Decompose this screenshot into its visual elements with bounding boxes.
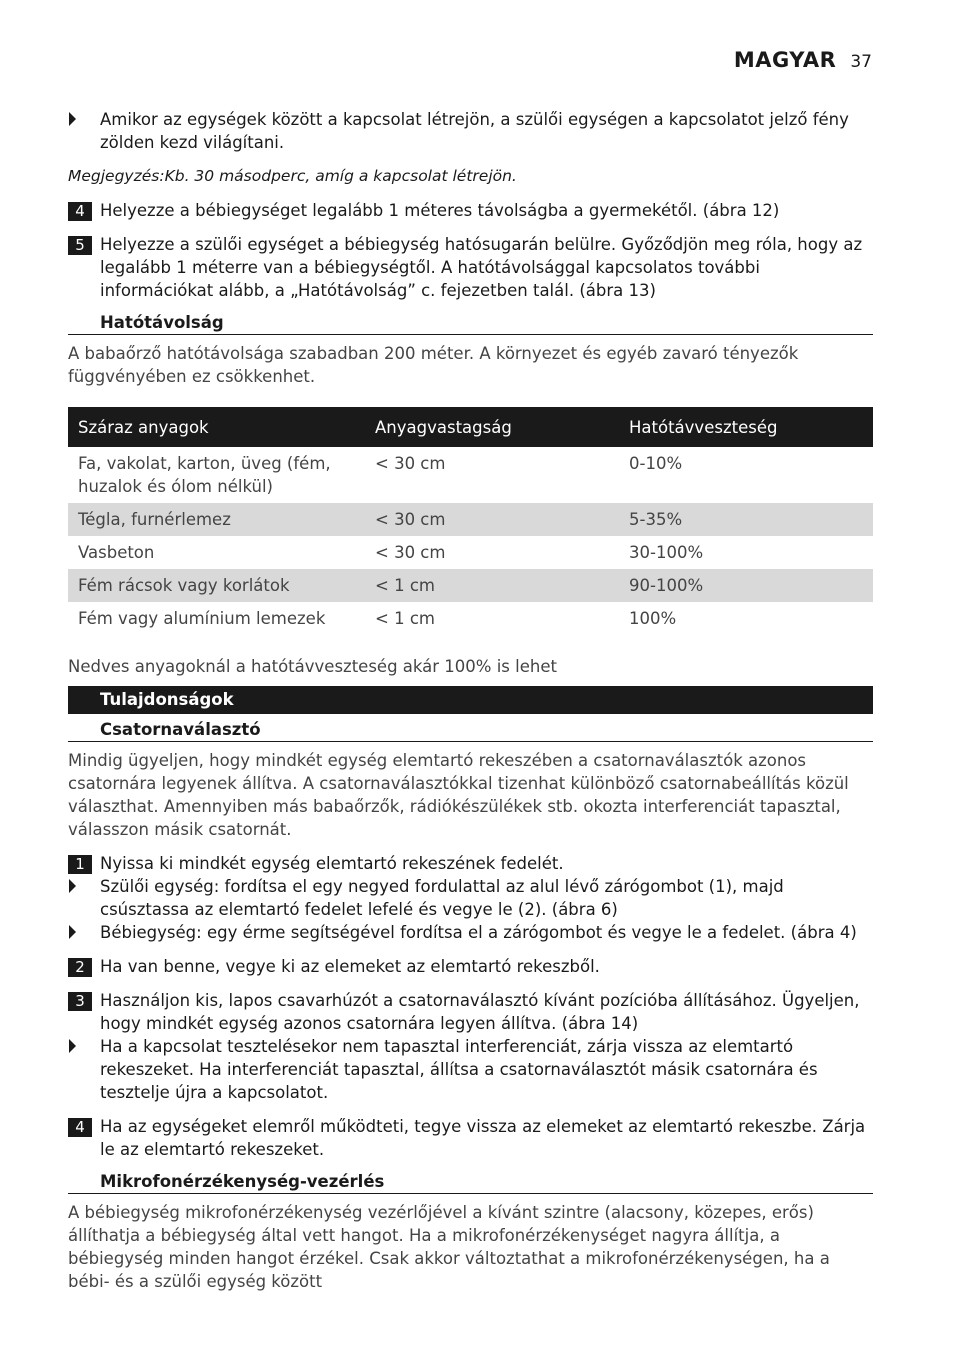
section-title-mic: Mikrofonérzékenység-vezérlés — [68, 1171, 873, 1194]
section-bar-features: Tulajdonságok — [68, 686, 873, 714]
bullet-triangle-icon — [69, 925, 76, 939]
step-number: 4 — [68, 1118, 92, 1137]
table-cell: 100% — [629, 609, 677, 628]
bullet-baby-unit: Bébiegység: egy érme segítségével fordítsa el a zárógombot és vegye le a fedelet. (ábra 4) — [68, 921, 873, 944]
bullet-test: Ha a kapcsolat tesztelésekor nem tapasztal interferenciát, zárja vissza az elemtartó rekeszeket. Ha interferenciát tapasztal, állítsa a csatornaválasztót másik csatornára és tesztelje újra a kapcsolatot. — [68, 1035, 873, 1104]
table-cell: 90-100% — [619, 569, 873, 602]
table-cell: 0-10% — [629, 454, 683, 473]
section-title-channel: Csatornaválasztó — [68, 719, 873, 742]
table-cell: Fa, vakolat, karton, üveg (fém, huzalok és ólom nélkül) — [78, 454, 331, 496]
range-intro: A babaőrző hatótávolsága szabadban 200 méter. A környezet és egyéb zavaró tényezők függvényében ez csökkenhet. — [68, 344, 799, 386]
step-number: 3 — [68, 992, 92, 1011]
table-header-cell: Hatótávveszteség — [619, 407, 873, 447]
table-row — [68, 536, 873, 569]
table-row — [68, 602, 873, 635]
bullet-parent-unit: Szülői egység: fordítsa el egy negyed fordulattal az alul lévő zárógombot (1), majd csúsztassa az elemtartó fedelet lefelé és vegye le (2). (ábra 6) — [68, 875, 873, 921]
table-row — [68, 447, 873, 503]
section-title-range: Hatótávolság — [68, 312, 873, 335]
step-number: 5 — [68, 236, 92, 255]
table-header-cell: Anyagvastagság — [365, 407, 619, 447]
channel-step-4: 4 Ha az egységeket elemről működteti, tegye vissza az elemeket az elemtartó rekeszbe. Zárja le az elemtartó rekeszeket. — [68, 1115, 873, 1161]
bullet-triangle-icon — [69, 1039, 76, 1053]
bullet-triangle-icon — [69, 879, 76, 893]
table-cell: Fém rácsok vagy korlátok — [68, 569, 365, 602]
page-header — [734, 48, 872, 72]
language-label: MAGYAR — [733, 48, 837, 72]
step-number: 4 — [68, 202, 92, 221]
range-footer: Nedves anyagoknál a hatótávveszteség akár 100% is lehet — [68, 657, 557, 676]
bullet-triangle-icon — [69, 112, 76, 126]
step-number: 1 — [68, 855, 92, 874]
mic-intro: A bébiegység mikrofonérzékenység vezérlőjével a kívánt szintre (alacsony, közepes, erős) állíthatja a bébiegység által vett hangot. Ha a mikrofonérzékenységet nagyra állítja, a bébiegység minden hangot érzékel. Csak akkor változtathat a mikrofonérzékenységen, ha a bébi- és a szülői egység között — [68, 1203, 830, 1291]
table-row — [68, 503, 873, 536]
channel-step-2: 2 Ha van benne, vegye ki az elemeket az elemtartó rekeszből. — [68, 955, 873, 978]
range-table — [68, 407, 873, 635]
table-row — [68, 569, 873, 602]
channel-intro: Mindig ügyeljen, hogy mindkét egység elemtartó rekeszében a csatornaválasztók azonos csatornára legyenek állítva. A csatornaválasztókkal tizenhat különböző csatornabeállítás közül választhat. Amennyiben más babaőrzők, rádiókészülékek stb. okozta interferenciát tapasztal, válasszon másik csatornát. — [68, 751, 849, 839]
page-content — [68, 108, 873, 1293]
channel-step-1: 1 Nyissa ki mindkét egység elemtartó rekeszének fedelét. — [68, 852, 873, 875]
bullet-connect: Amikor az egységek között a kapcsolat létrejön, a szülői egységen a kapcsolatot jelző fény zölden kezd világítani. — [68, 108, 873, 154]
table-cell: 5-35% — [619, 503, 873, 536]
table-cell: Vasbeton — [78, 543, 155, 562]
table-cell: < 1 cm — [375, 609, 435, 628]
page-number: 37 — [850, 52, 872, 72]
step-5: 5 Helyezze a szülői egységet a bébiegység hatósugarán belülre. Győződjön meg róla, hogy az legalább 1 méterre van a bébiegységtől. A hatótávolsággal kapcsolatos további információkat alább, a „Hatótávolság” c. fejezetben talál. (ábra 13) — [68, 233, 873, 302]
table-cell: < 1 cm — [365, 569, 619, 602]
table-cell: < 30 cm — [375, 543, 446, 562]
table-cell: Fém vagy alumínium lemezek — [78, 609, 326, 628]
table-header-cell: Száraz anyagok — [68, 407, 365, 447]
channel-step-3: 3 Használjon kis, lapos csavarhúzót a csatornaválasztó kívánt pozícióba állításához. Ügyeljen, hogy mindkét egység azonos csatornára legyen állítva. (ábra 14) — [68, 989, 873, 1035]
table-cell: < 30 cm — [375, 454, 446, 473]
step-4: 4 Helyezze a bébiegységet legalább 1 méteres távolságba a gyermekétől. (ábra 12) — [68, 199, 873, 222]
step-number: 2 — [68, 958, 92, 977]
note-text: Megjegyzés:Kb. 30 másodperc, amíg a kapcsolat létrejön. — [68, 167, 517, 185]
table-cell: Tégla, furnérlemez — [68, 503, 365, 536]
table-cell: < 30 cm — [365, 503, 619, 536]
table-cell: 30-100% — [629, 543, 704, 562]
table-header-row — [68, 407, 873, 447]
